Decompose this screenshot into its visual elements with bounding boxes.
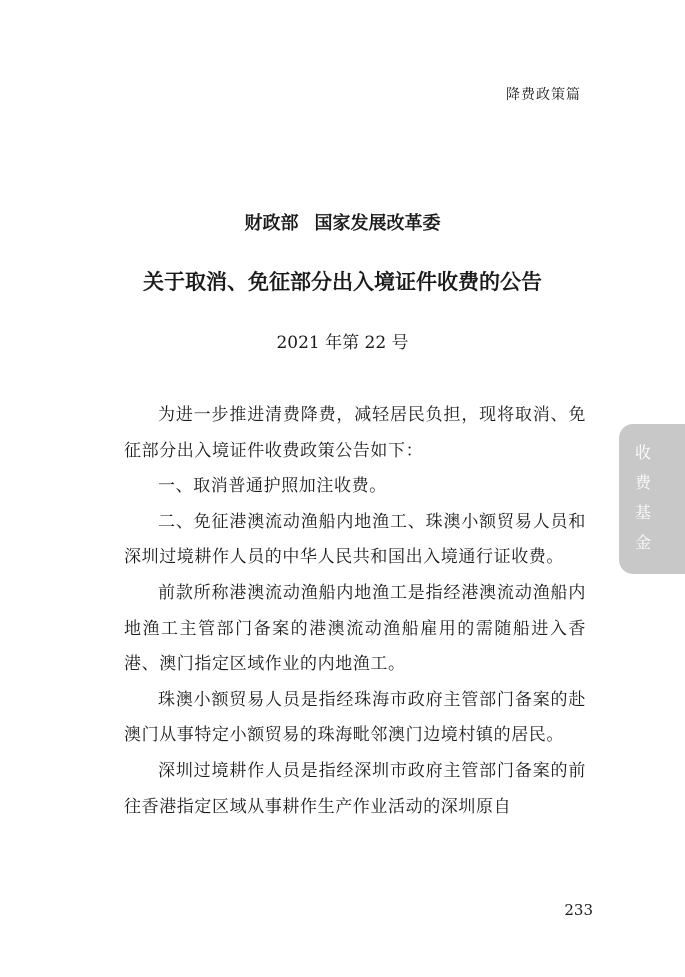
- running-header: 降费政策篇: [506, 87, 581, 103]
- issuer-ndrc: 国家发展改革委: [314, 213, 441, 234]
- document-number: 2021 年第 22 号: [276, 333, 409, 353]
- side-tab-char: 金: [634, 533, 651, 552]
- side-tab-char: 基: [634, 503, 651, 522]
- side-tab-char: 费: [634, 473, 651, 492]
- paragraph-item-2: 二、免征港澳流动渔船内地渔工、珠澳小额贸易人员和深圳过境耕作人员的中华人民共和国出入境通行证收费。: [124, 511, 586, 568]
- paragraph-intro: 为进一步推进清费降费，减轻居民负担，现将取消、免征部分出入境证件收费政策公告如下：: [124, 405, 586, 461]
- body-text: [124, 398, 586, 825]
- paragraph-fishermen-definition: 前款所称港澳流动渔船内地渔工是指经港澳流动渔船内地渔工主管部门备案的港澳流动渔船雇用的需随船进入香港、澳门指定区域作业的内地渔工。: [124, 582, 586, 675]
- side-tab-label: [619, 438, 667, 558]
- paragraph-traders-definition: 珠澳小额贸易人员是指经珠海市政府主管部门备案的赴澳门从事特定小额贸易的珠海毗邻澳门边境村镇的居民。: [124, 689, 586, 746]
- paragraph-item-1: 一、取消普通护照加注收费。: [158, 476, 387, 497]
- section-side-tab: [619, 424, 685, 574]
- paragraph-farmers-definition: 深圳过境耕作人员是指经深圳市政府主管部门备案的前往香港指定区域从事耕作生产作业活动的深圳原自: [124, 760, 586, 817]
- issuer-ministry-of-finance: 财政部: [244, 213, 299, 234]
- page-number: 233: [564, 901, 593, 919]
- document-title: 关于取消、免征部分出入境证件收费的公告: [143, 269, 542, 294]
- side-tab-char: 收: [634, 443, 651, 462]
- issuing-authorities: [0, 209, 685, 235]
